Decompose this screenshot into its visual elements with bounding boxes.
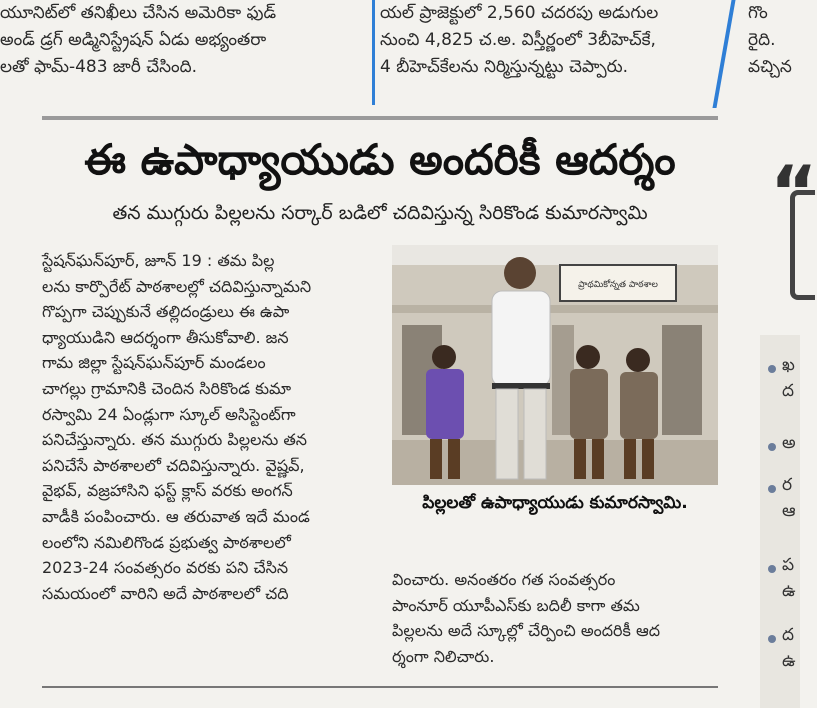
top-middle-fragment (380, 0, 715, 81)
article-headline: ఈ ఉపాధ్యాయుడు అందరికీ ఆదర్శం (84, 135, 676, 184)
sidebar-glyph: ఖ (782, 355, 795, 375)
school-sign-text: ప్రాథమికోన్నత పాఠశాల (578, 280, 658, 290)
body-line: సమయంలో వారిని అదే పాఠశాలలో చది (42, 583, 289, 603)
body-line: 2023-24 సంవత్సరం వరకు పని చేసిన (42, 558, 289, 578)
body-line: పిల్లలను అదే స్కూల్లో చేర్పించి అందరికీ ఆద (392, 621, 661, 641)
bullet-icon (768, 485, 776, 493)
bullet-icon (768, 443, 776, 451)
body-line: లను కార్పొరేట్ పాఠశాలల్లో చదివిస్తున్నామని (42, 276, 312, 296)
top-left-fragment (0, 0, 370, 81)
body-line: ధ్యాయుడిని ఆదర్శంగా తీసుకోవాలి. జన (42, 327, 289, 347)
section-divider (42, 116, 718, 120)
sidebar-glyph: ద (782, 625, 795, 645)
sidebar-panel (760, 335, 800, 708)
bullet-icon (768, 365, 776, 373)
article-subheadline: తన ముగ్గురు పిల్లలను సర్కార్ బడిలో చదివిస్తున్న సిరికొండ కుమారస్వామి (112, 202, 648, 224)
body-line: పనిచేసే పాఠశాలలో చదివిస్తున్నారు. వైష్ణవ్, (42, 455, 305, 475)
sidebar-glyph: ఉ (782, 581, 796, 601)
body-line: గామ జిల్లా స్టేషన్‌ఘన్‌పూర్ మండలం (42, 353, 266, 373)
top-left-line: లతో ఫామ్-483 జారీ చేసింది. (0, 57, 198, 77)
sidebar-glyph: ఆ (782, 501, 796, 521)
sidebar-glyph: ఉ (782, 651, 796, 671)
top-mid-line: 4 బీహెచ్‌కేలను నిర్మిస్తున్నట్టు చెప్పారు. (380, 57, 629, 77)
column-divider-blue (372, 0, 375, 105)
column-divider-blue-right (712, 0, 735, 108)
body-line: వాడీకి పంపించారు. ఆ తరువాత ఇదే మండ (42, 506, 310, 526)
body-line: వించారు. అనంతరం గత సంవత్సరం (392, 570, 616, 589)
bullet-icon (768, 565, 776, 573)
body-line: గొప్పగా చెప్పుకునే తల్లిదండ్రులు ఈ ఉపా (42, 302, 290, 322)
top-left-line: యూనిట్‌లో తనిఖీలు చేసిన అమెరికా ఫుడ్ (0, 3, 277, 23)
photo-caption: పిల్లలతో ఉపాధ్యాయుడు కుమారస్వామి. (422, 493, 688, 513)
top-right-line: వచ్చిన (748, 57, 792, 77)
body-line: పాంనూర్ యూపీఎస్‌కు బదిలీ కాగా తమ (392, 595, 640, 615)
quote-mark-icon: “ (770, 150, 817, 234)
top-right-line: రైది. (748, 30, 776, 50)
sidebar-glyph: ర (782, 475, 793, 495)
sidebar-glyph: ద (782, 381, 795, 401)
bullet-icon (768, 635, 776, 643)
top-mid-line: యల్ ప్రాజెక్టులో 2,560 చదరపు అడుగుల (380, 3, 659, 23)
sidebar-glyph: అ (782, 433, 796, 453)
sidebar-frame (790, 190, 815, 300)
article-left-column (42, 248, 378, 606)
top-left-line: అండ్ డ్రగ్ అడ్మినిస్ట్రేషన్ ఏడు అభ్యంతరా (0, 30, 267, 50)
sidebar-glyph: ప (782, 555, 795, 575)
article-right-column (392, 567, 718, 669)
top-mid-line: నుంచి 4,825 చ.అ. విస్తీర్ణంలో 3బీహెచ్‌కే, (380, 30, 656, 50)
body-line: రస్వామి 24 ఏండ్లుగా స్కూల్ అసిస్టెంట్‌గా (42, 404, 296, 424)
top-right-line: గొం (748, 3, 768, 23)
body-line: వైభవ్, వజ్రహాసిని ఫస్ట్ క్లాస్ వరకు అంగన్ (42, 481, 293, 501)
article-photo (392, 245, 718, 485)
body-line: ర్శంగా నిలిచారు. (392, 646, 495, 666)
teacher-with-children-illustration (392, 245, 718, 485)
bottom-divider (42, 686, 718, 688)
body-line: చాగల్లు గ్రామానికి చెందిన సిరికొండ కుమా (42, 378, 292, 398)
body-line: స్టేషన్‌ఘన్‌పూర్, జూన్ 19 : తమ పిల్ల (42, 251, 275, 270)
body-line: పనిచేస్తున్నారు. తన ముగ్గురు పిల్లలను తన (42, 430, 308, 450)
top-right-fragment (748, 0, 800, 81)
body-line: లంలోని నమిలిగొండ ప్రభుత్వ పాఠశాలలో (42, 532, 291, 552)
